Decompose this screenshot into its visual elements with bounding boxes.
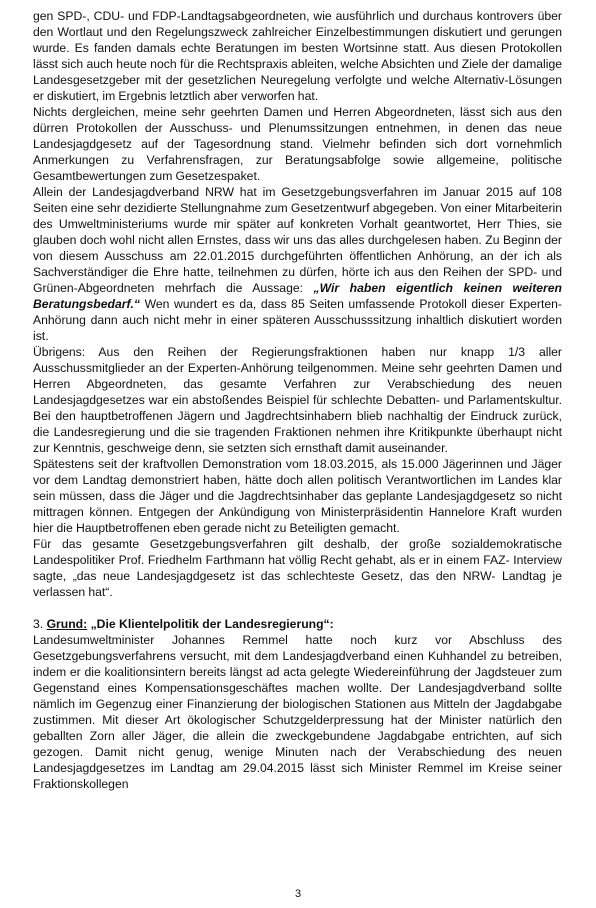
paragraph-4: Übrigens: Aus den Reihen der Regierungsfraktionen haben nur knapp 1/3 aller Ausschussmitglieder an der Experten-Anhörung teilgenommen. Meine sehr geehrten Damen und Herren Abgeordneten, das gesamte Verfahren zur Verabschiedung des neuen Landesjagdgesetzes war ein abstoßendes Beispiel für schlechte Debatten- und Parlamentskultur. Bei den hauptbetroffenen Jägern und Jagdrechtsinhabern blieb nachhaltig der Eindruck zurück, die Landesregierung und die sie tragenden Fraktionen nehmen ihre Kritikpunkte überhaupt nicht zur Kenntnis, geschweige denn, sie setzten sich ernsthaft damit auseinander. xyxy=(33,345,562,455)
bold-quote: „Wir haben eigentlich keinen weiteren Beratungsbedarf.“ xyxy=(33,281,562,311)
paragraph-final: Landesumweltminister Johannes Remmel hatte noch kurz vor Abschluss des Gesetzgebungsverfahrens versucht, mit dem Landesjagdverband einen Kuhhandel zu betreiben, indem er die koalitionsintern bereits längst ad acta gelegte Wiedereinführung der Jagdsteuer zum Gegenstand eines Kompensationsgeschäftes machen wollte. Der Landesjagdverband sollte nämlich im Gegenzug einer Finanzierung der biologischen Stationen aus Mitteln der Jagdabgabe zustimmen. Mit dieser Art ökologischer Schutzgelderpressung hat der Minister natürlich den geballten Zorn aller Jäger, die allein die zweckgebundene Jagdabgabe entrichten, auf sich gezogen. Damit nicht genug, wenige Minuten nach der Verabschiedung des neuen Landesjagdgesetzes im Landtag am 29.04.2015 lässt sich Minister Remmel im Kreise seiner Fraktionskollegen xyxy=(33,633,562,791)
paragraph-2: Nichts dergleichen, meine sehr geehrten Damen und Herren Abgeordneten, lässt sich aus den dürren Protokollen der Ausschuss- und Plenumssitzungen entnehmen, in denen das neue Landesjagdgesetz auf der Tagesordnung stand. Vielmehr befinden sich dort vornehmlich Anmerkungen zu Verfahrensfragen, zur Beratungsabfolge sowie allgemeine, politische Gesamtbewertungen zum Gesetzespaket. xyxy=(33,105,562,183)
paragraph-6: Für das gesamte Gesetzgebungsverfahren gilt deshalb, der große sozialdemokratische Landespolitiker Prof. Friedhelm Farthmann hat völlig Recht gehabt, als er in einem FAZ- Interview sagte, „das neue Landesjagdgesetz ist das schlechteste Gesetz, das den NRW- Landtag je verlassen hat“. xyxy=(33,537,562,599)
heading-title: „Die Klientelpolitik der Landesregierung“: xyxy=(87,617,334,631)
paragraph-5: Spätestens seit der kraftvollen Demonstration vom 18.03.2015, als 15.000 Jägerinnen und Jäger vor dem Landtag demonstriert haben, hätte doch allen politisch Verantwortlichen im Landes klar sein müssen, dass die Jäger und die Jagdrechtsinhaber das geplante Landesjagdgesetz so nicht mittragen können. Entgegen der Ankündigung von Ministerpräsidentin Hannelore Kraft wurden hier die Hauptbetroffenen eben gerade nicht zu Beteiligten gemacht. xyxy=(33,457,562,535)
paragraph-3-continuation: Wen wundert es da, dass 85 Seiten umfassende Protokoll dieser Experten-Anhörung dann auch nicht mehr in einer späteren Ausschusssitzung inhaltlich diskutiert worden ist. xyxy=(33,297,562,343)
paragraph-3-text: Allein der Landesjagdverband NRW hat im Gesetzgebungsverfahren im Januar 2015 auf 108 Seiten eine sehr dezidierte Stellungnahme zum Gesetzentwurf abgegeben. Von einer Mitarbeiterin des Umweltministeriums wurde mir später auf konkreten Vorhalt geantwortet, Herr Thies, sie glauben doch wohl nicht allen Ernstes, dass wir uns das alles durchgelesen haben. Zu Beginn der von diesem Ausschuss am 22.01.2015 durchgeführten öffentlichen Anhörung, an der ich als Sachverständiger die Ehre hatte, teilnehmen zu dürfen, hörte ich aus den Reihen der SPD- und Grünen-Abgeordneten mehrfach die Aussage: xyxy=(33,185,562,295)
page-number: 3 xyxy=(294,888,302,900)
heading-number: 3. xyxy=(33,617,47,631)
section-heading xyxy=(33,616,562,632)
paragraph-1: gen SPD-, CDU- und FDP-Landtagsabgeordneten, wie ausführlich und durchaus kontrovers über den Wortlaut und den Regelungszweck zahlreicher Einzelbestimmungen diskutiert und gerungen wurde. Es fanden damals echte Beratungen im besten Wortsinne statt. Aus diesen Protokollen lässt sich auch heute noch für die Rechtspraxis ableiten, welche Absichten und Ziele der damalige Landesgesetzgeber mit der gesetzlichen Neuregelung verfolgte und welche Alternativ-Lösungen er diskutiert, im Ergebnis letztlich aber verworfen hat. xyxy=(33,9,562,103)
paragraph-3 xyxy=(33,184,562,344)
heading-label: Grund: xyxy=(46,617,88,631)
blank-line xyxy=(33,600,562,616)
